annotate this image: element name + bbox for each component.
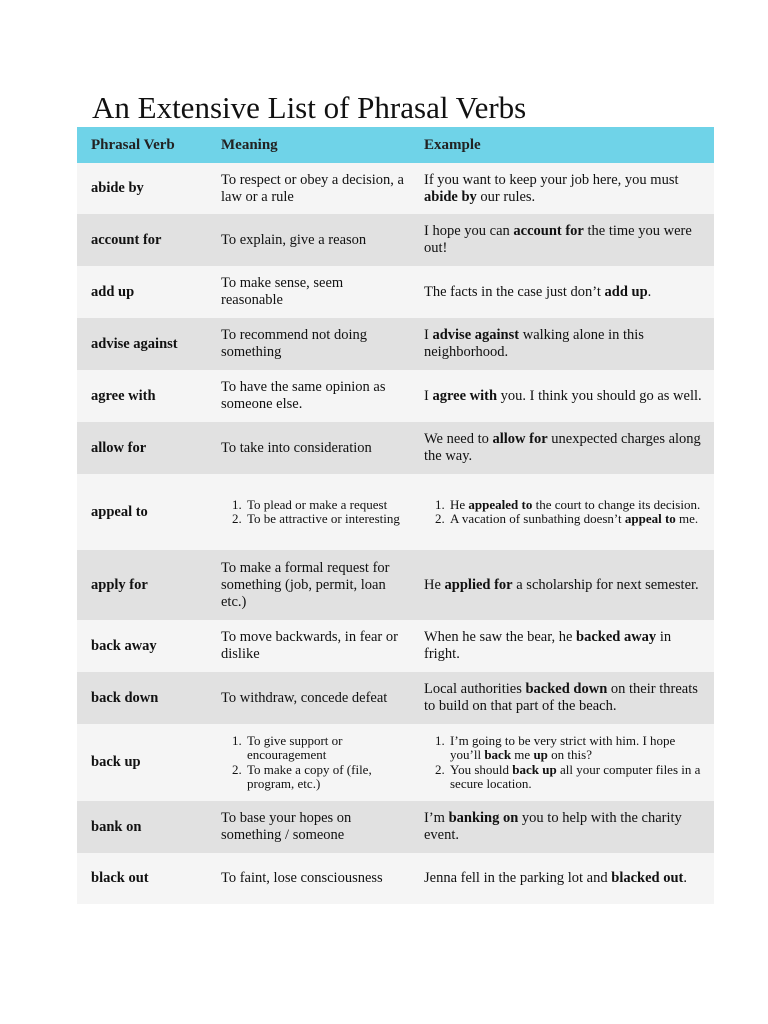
meaning-item: 2. To make a copy of (file, program, etc.) (245, 763, 404, 792)
phrasal-verb-cell: appeal to (91, 503, 148, 520)
example-cell (410, 550, 714, 620)
table-row (77, 724, 714, 801)
example-text: me. (675, 511, 699, 526)
example-text: all your computer files in a secure location. (450, 761, 701, 791)
example-cell (410, 724, 714, 801)
header-phrasal-verb: Phrasal Verb (91, 136, 175, 153)
meaning-text: To explain, give a reason (221, 231, 367, 248)
phrasal-verb-cell: black out (91, 870, 149, 886)
example-text: Local authorities (424, 681, 526, 697)
example-item (448, 763, 704, 792)
table-row (77, 318, 714, 370)
example-phrasal-verb: appealed to (468, 496, 533, 512)
example-phrasal-verb: back up (512, 761, 557, 777)
example-cell (410, 266, 714, 318)
example-item (448, 512, 704, 527)
example-text: our rules. (476, 188, 536, 205)
meaning-cell (207, 163, 410, 214)
meaning-text: To take into consideration (221, 439, 372, 456)
meaning-text: To make a formal request for something (job, permit, loan etc.) (221, 559, 390, 610)
example-text: I (424, 327, 433, 343)
example-text: the court to change its decision. (532, 496, 701, 512)
meaning-cell (207, 422, 410, 474)
example-cell (410, 214, 714, 266)
phrasal-verb-cell: back away (91, 637, 157, 654)
meaning-item: 2. To be attractive or interesting (245, 512, 404, 527)
meaning-cell (207, 724, 410, 801)
example-text: me (511, 747, 534, 762)
page-title: An Extensive List of Phrasal Verbs (92, 90, 527, 125)
example-cell (410, 163, 714, 214)
example-phrasal-verb: allow for (492, 431, 548, 447)
example-text: I hope you can (424, 223, 514, 239)
header-example: Example (424, 136, 481, 153)
meaning-item: 1. To plead or make a request (245, 498, 404, 513)
meaning-text: To faint, lose consciousness (221, 870, 383, 886)
example-cell (410, 853, 714, 904)
example-phrasal-verb: backed down (525, 681, 608, 697)
example-text: I’m going to be very strict with him. I hope you’ll (450, 732, 676, 762)
example-text: unexpected charges along the way. (424, 431, 701, 464)
example-text: A vacation of sunbathing doesn’t (450, 511, 625, 526)
table-row (77, 163, 714, 214)
table-row (77, 672, 714, 724)
example-phrasal-verb: applied for (444, 576, 513, 593)
phrasal-verb-cell: apply for (91, 576, 148, 593)
example-text: the time you were out! (424, 223, 692, 256)
meaning-cell (207, 318, 410, 370)
example-list (424, 498, 704, 527)
example-text: If you want to keep your job here, you must (424, 171, 679, 188)
phrasal-verb-cell: abide by (91, 180, 144, 196)
table-row (77, 370, 714, 422)
phrasal-verb-cell: back down (91, 689, 159, 706)
example-phrasal-verb: appeal to (624, 511, 676, 526)
example-text: walking alone in this neighborhood. (424, 327, 644, 360)
table-row (77, 550, 714, 620)
example-text: When he saw the bear, he (424, 629, 577, 645)
phrasal-verb-cell: advise against (91, 335, 178, 352)
table-row (77, 853, 714, 904)
example-item (448, 498, 704, 513)
example-text: You should (450, 761, 513, 777)
example-phrasal-verb: agree with (432, 387, 498, 404)
meaning-cell (207, 370, 410, 422)
example-cell (410, 370, 714, 422)
phrasal-verbs-table (77, 127, 714, 904)
table-row (77, 422, 714, 474)
header-meaning: Meaning (221, 136, 278, 153)
example-phrasal-verb: abide by (424, 188, 477, 205)
phrasal-verb-cell: bank on (91, 818, 142, 835)
example-text: I’m (424, 810, 449, 826)
phrasal-verb-cell: allow for (91, 439, 147, 456)
meaning-list (221, 734, 404, 792)
meaning-cell (207, 214, 410, 266)
meaning-text: To have the same opinion as someone else. (221, 379, 386, 412)
example-phrasal-verb: advise against (432, 327, 520, 343)
phrasal-verb-cell: back up (91, 754, 141, 770)
meaning-cell (207, 266, 410, 318)
example-cell (410, 801, 714, 853)
example-text: He (424, 576, 445, 593)
example-text: . (647, 283, 652, 300)
meaning-cell (207, 550, 410, 620)
phrasal-verb-cell: add up (91, 283, 135, 300)
example-text: you to help with the charity event. (424, 810, 682, 843)
example-phrasal-verb: back (484, 747, 512, 762)
meaning-cell (207, 672, 410, 724)
example-text: on their threats to build on that part of the beach. (424, 681, 698, 714)
meaning-cell (207, 474, 410, 550)
table-row (77, 801, 714, 853)
meaning-text: To respect or obey a decision, a law or a rule (221, 171, 404, 205)
meaning-cell (207, 620, 410, 672)
meaning-cell (207, 801, 410, 853)
phrasal-verb-cell: account for (91, 231, 162, 248)
table-body (77, 163, 714, 904)
phrasal-verb-cell: agree with (91, 387, 156, 404)
example-cell (410, 318, 714, 370)
example-cell (410, 422, 714, 474)
example-list (424, 734, 704, 792)
example-cell (410, 620, 714, 672)
table-header-row (77, 127, 714, 163)
example-item (448, 734, 704, 763)
meaning-list (221, 498, 404, 527)
example-phrasal-verb: blacked out (611, 870, 684, 886)
example-text: He (450, 496, 469, 512)
example-phrasal-verb: banking on (448, 810, 519, 826)
example-phrasal-verb: add up (604, 283, 648, 300)
example-phrasal-verb: backed away (576, 629, 657, 645)
table-row (77, 266, 714, 318)
example-text: The facts in the case just don’t (424, 283, 605, 300)
example-text: a scholarship for next semester. (512, 576, 699, 593)
example-text: in fright. (424, 629, 672, 662)
meaning-text: To recommend not doing something (221, 327, 367, 360)
example-phrasal-verb: account for (513, 223, 584, 239)
example-text: on this? (547, 747, 592, 762)
example-cell (410, 672, 714, 724)
table-row (77, 620, 714, 672)
example-text: you. I think you should go as well. (497, 387, 702, 404)
example-cell (410, 474, 714, 550)
table-row (77, 214, 714, 266)
meaning-text: To withdraw, concede defeat (221, 689, 388, 706)
meaning-text: To make sense, seem reasonable (221, 275, 344, 308)
meaning-item: 1. To give support or encouragement (245, 734, 404, 763)
example-text: I (424, 387, 433, 404)
example-phrasal-verb: up (533, 747, 548, 762)
example-text: Jenna fell in the parking lot and (424, 870, 612, 886)
meaning-text: To base your hopes on something / someone (221, 810, 352, 843)
example-text: We need to (424, 431, 493, 447)
meaning-cell (207, 853, 410, 904)
table-row (77, 474, 714, 550)
meaning-text: To move backwards, in fear or dislike (221, 629, 398, 662)
example-text: . (683, 870, 687, 886)
